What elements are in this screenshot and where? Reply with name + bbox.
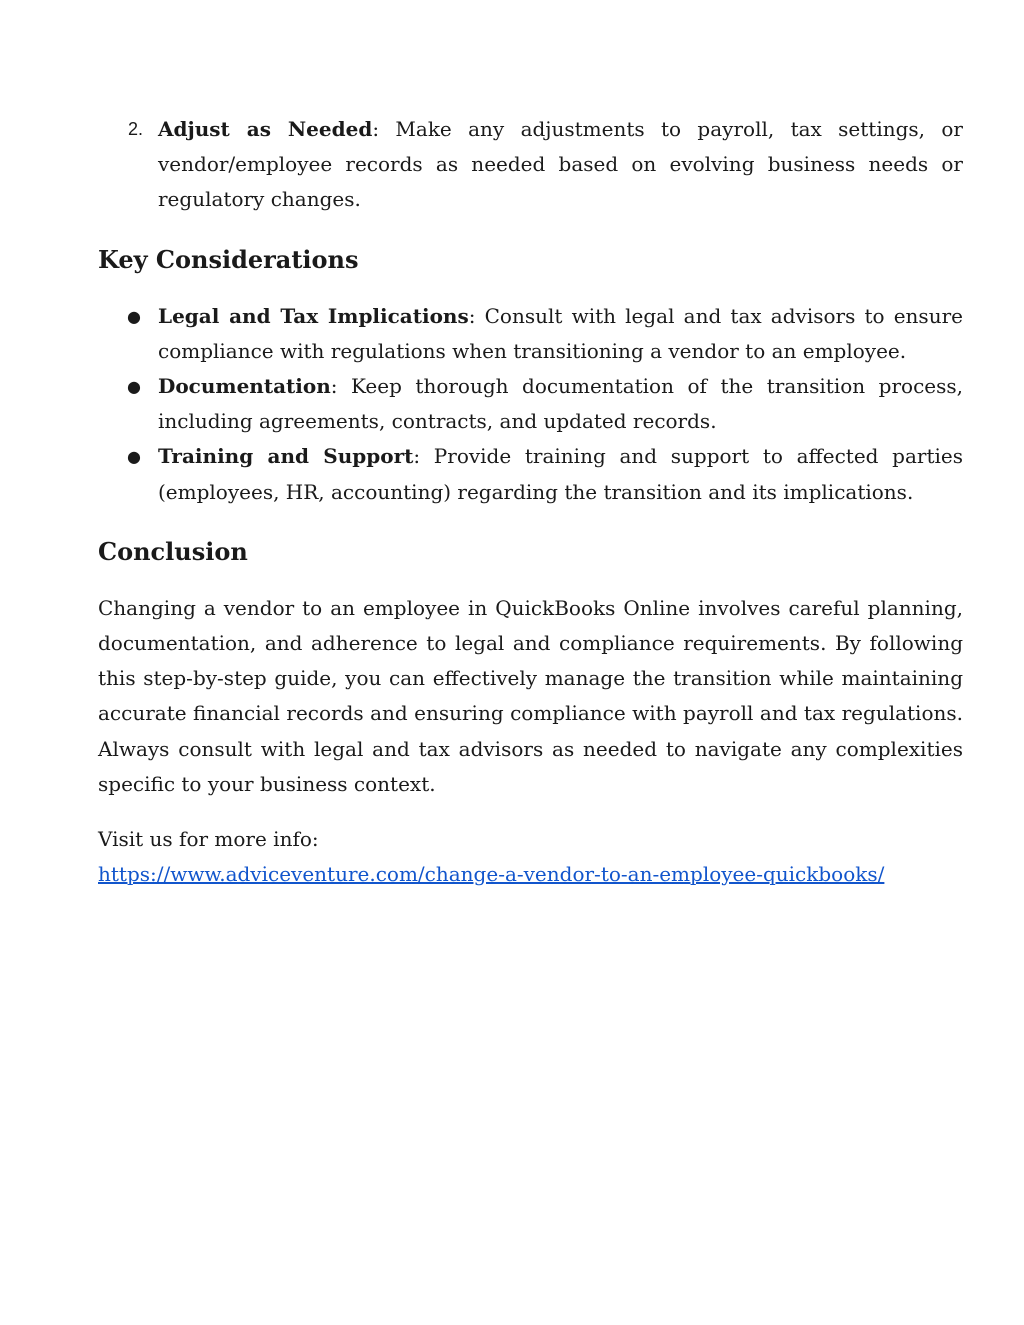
conclusion-paragraph: Changing a vendor to an employee in QuickBooks Online involves careful planning, documentation, and adherence to legal and compliance requirements. By following this step-by-step guide, you can effectively manage the transition while maintaining accurate financial records and ensuring compliance with payroll and tax regulations. Always consult with legal and tax advisors as needed to navigate any complexities specific to your business context. bbox=[98, 595, 963, 796]
item-title: Legal and Tax Implications bbox=[158, 303, 469, 328]
visit-label: Visit us for more info: bbox=[98, 827, 319, 852]
list-item bbox=[127, 439, 963, 509]
step-title: Adjust as Needed bbox=[158, 117, 373, 141]
item-title: Training and Support bbox=[158, 444, 414, 469]
conclusion-heading: Conclusion bbox=[98, 536, 248, 566]
item-text: : Provide training and support to affected parties (employees, HR, accounting) regarding the transition and its implications. bbox=[158, 444, 963, 504]
key-considerations-heading: Key Considerations bbox=[98, 244, 359, 274]
bullet-icon: ● bbox=[127, 377, 141, 397]
item-text: : Consult with legal and tax advisors to ensure compliance with regulations when transitioning a vendor to an employee. bbox=[158, 303, 963, 363]
considerations-list bbox=[98, 299, 963, 510]
list-item bbox=[127, 369, 963, 439]
document-page bbox=[98, 112, 963, 892]
bullet-icon: ● bbox=[127, 447, 141, 467]
info-link[interactable]: https://www.adviceventure.com/change-a-vendor-to-an-employee-quickbooks/ bbox=[98, 862, 885, 887]
item-text: : Keep thorough documentation of the transition process, including agreements, contracts, and updated records. bbox=[158, 374, 963, 434]
steps-list bbox=[98, 112, 963, 218]
link-line bbox=[98, 857, 963, 892]
list-item bbox=[128, 112, 963, 218]
list-item bbox=[127, 299, 963, 369]
item-title: Documentation bbox=[158, 374, 331, 399]
list-number: 2. bbox=[128, 119, 144, 139]
step-text: : Make any adjustments to payroll, tax settings, or vendor/employee records as needed based on evolving business needs or regulatory changes. bbox=[158, 117, 963, 212]
bullet-icon: ● bbox=[127, 306, 141, 326]
